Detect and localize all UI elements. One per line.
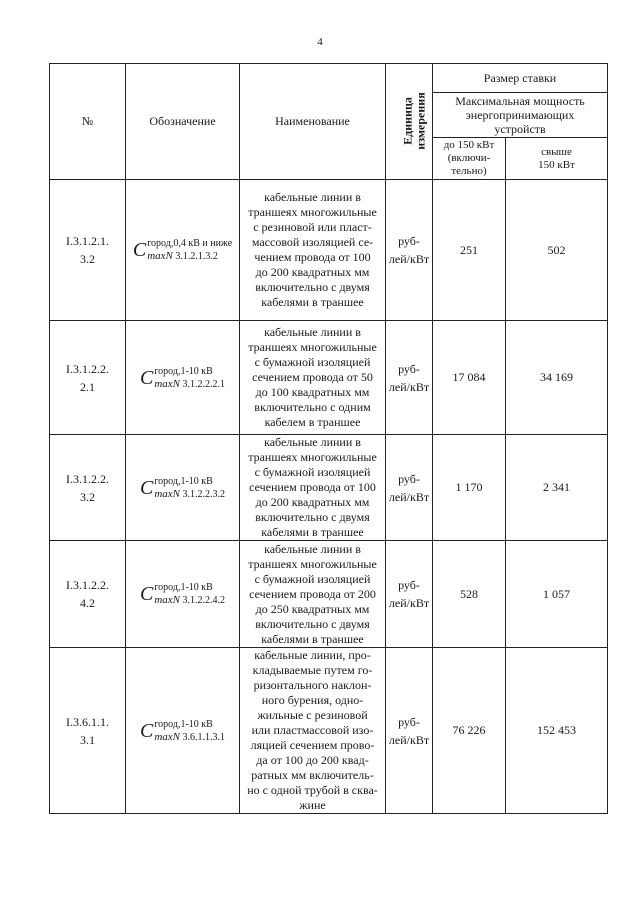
row-value-upto-150: 76 226 xyxy=(433,648,506,814)
row-unit-line1: руб- xyxy=(398,714,420,729)
row-name-line: кабельные линии в xyxy=(264,325,361,339)
row-name-line: включительно с одним xyxy=(254,400,371,414)
row-name-line: траншеях многожильные xyxy=(248,450,377,464)
row-name-line: ратных мм включитель- xyxy=(251,768,374,782)
row-value-upto-150: 17 084 xyxy=(433,321,506,435)
row-name-line: кабельные линии в xyxy=(264,541,361,556)
table-row xyxy=(50,648,608,814)
designation-symbol: C xyxy=(139,476,154,499)
row-designation xyxy=(126,321,240,435)
row-number-line2: 2.1 xyxy=(80,379,95,394)
row-value-upto-150: 251 xyxy=(433,180,506,321)
row-unit-line2: лей/кВт xyxy=(388,732,430,747)
row-name-line: кабелями в траншее xyxy=(261,295,364,309)
row-name-line: кабельные линии в xyxy=(264,190,361,204)
designation-superscript: город,1-10 кВ xyxy=(154,582,213,593)
header-name: Наименование xyxy=(240,64,386,180)
row-name-line: но с одной трубой в сква- xyxy=(247,783,378,797)
row-name-line: кабельные линии в xyxy=(264,435,361,449)
designation-formula xyxy=(140,581,225,607)
row-name xyxy=(240,648,386,814)
designation-subscript-code: 3.1.2.2.3.2 xyxy=(180,488,225,500)
row-number-line1: I.3.6.1.1. xyxy=(66,714,109,729)
row-unit-line1: руб- xyxy=(398,234,420,248)
row-number-line2: 3.2 xyxy=(80,489,95,504)
row-name-line: траншеях многожильные xyxy=(248,340,377,354)
row-name-line: включительно с двумя xyxy=(255,510,370,524)
row-name xyxy=(240,180,386,321)
header-over-150-line2: 150 кВт xyxy=(538,158,575,171)
row-name-line: кабелями в траншее xyxy=(261,525,364,539)
row-value-over-150: 1 057 xyxy=(506,541,608,648)
designation-symbol: C xyxy=(139,719,154,742)
row-unit xyxy=(386,180,433,321)
designation-formula xyxy=(140,718,225,744)
designation-subscript-code: 3.1.2.2.2.1 xyxy=(180,378,225,390)
row-name-line: ляцией сечением прово- xyxy=(250,738,375,752)
row-name-line: да от 100 до 200 квад- xyxy=(256,753,369,767)
header-over-150 xyxy=(506,138,608,180)
row-name xyxy=(240,321,386,435)
designation-subscript xyxy=(154,731,225,744)
row-number xyxy=(50,541,126,648)
row-number-line2: 3.1 xyxy=(80,732,95,747)
table-row xyxy=(50,180,608,321)
designation-symbol: C xyxy=(139,583,154,605)
row-unit-line2: лей/кВт xyxy=(388,489,430,504)
row-unit-line1: руб- xyxy=(398,361,420,376)
designation-subscript xyxy=(154,594,225,607)
row-unit-line2: лей/кВт xyxy=(388,252,430,266)
designation-symbol: C xyxy=(139,366,154,389)
row-name-line: с резиновой или пласт- xyxy=(253,220,372,234)
row-unit xyxy=(386,648,433,814)
row-number-line2: 3.2 xyxy=(80,252,95,266)
designation-subscript-code: 3.1.2.1.3.2 xyxy=(172,251,218,262)
row-name-line: или пластмассовой изо- xyxy=(251,723,374,737)
header-upto-150 xyxy=(433,138,506,180)
header-designation: Обозначение xyxy=(126,64,240,180)
designation-symbol: C xyxy=(132,239,147,261)
header-unit xyxy=(386,64,433,180)
header-upto-150-line2: (включи- xyxy=(447,152,491,164)
row-value-over-150: 152 453 xyxy=(506,648,608,814)
row-unit-line1: руб- xyxy=(398,578,420,592)
designation-superscript: город,1-10 кВ xyxy=(154,475,213,487)
designation-superscript: город,1-10 кВ xyxy=(154,365,213,377)
row-name-line: кабелем в траншее xyxy=(264,415,361,429)
row-unit xyxy=(386,541,433,648)
tariff-table xyxy=(49,63,608,814)
row-name xyxy=(240,541,386,648)
row-value-upto-150: 1 170 xyxy=(433,435,506,541)
header-number: № xyxy=(50,64,126,180)
row-name-line: до 250 квадратных мм xyxy=(255,601,370,616)
row-number xyxy=(50,435,126,541)
row-unit-line2: лей/кВт xyxy=(388,379,430,394)
row-name-line: ного бурения, одно- xyxy=(261,693,364,707)
row-name-line: сечением провода от 100 xyxy=(249,480,376,494)
row-name-line: до 100 квадратных мм xyxy=(255,385,370,399)
row-name-line: до 200 квадратных мм xyxy=(255,495,370,509)
row-designation xyxy=(126,180,240,321)
designation-subscript-code: 3.1.2.2.4.2 xyxy=(180,595,225,606)
designation-subscript-var: maxN xyxy=(147,250,173,262)
row-name-line: до 200 квадратных мм xyxy=(255,265,370,279)
table-row xyxy=(50,435,608,541)
row-number-line1: I.3.1.2.2. xyxy=(66,578,109,592)
header-unit-line1: Единица xyxy=(400,96,415,145)
row-name-line: кабелями в траншее xyxy=(261,631,364,646)
row-name-line: чением провода от 100 xyxy=(254,250,371,264)
designation-formula xyxy=(140,365,225,391)
page-number: 4 xyxy=(317,36,323,48)
row-number xyxy=(50,180,126,321)
row-value-upto-150: 528 xyxy=(433,541,506,648)
designation-subscript xyxy=(147,250,232,263)
row-number xyxy=(50,648,126,814)
row-designation xyxy=(126,648,240,814)
table-body xyxy=(50,180,608,814)
row-value-over-150: 2 341 xyxy=(506,435,608,541)
row-name-line: с бумажной изоляцией xyxy=(254,465,371,479)
row-name-line: кладываемые путем го- xyxy=(252,663,373,677)
row-value-over-150: 502 xyxy=(506,180,608,321)
row-number-line1: I.3.1.2.2. xyxy=(66,361,109,376)
row-name xyxy=(240,435,386,541)
row-name-line: жине xyxy=(299,798,326,812)
designation-subscript-var: maxN xyxy=(154,487,180,500)
row-name-line: сечением провода от 50 xyxy=(252,370,373,384)
designation-formula xyxy=(133,237,232,263)
designation-subscript xyxy=(154,378,225,391)
row-designation xyxy=(126,435,240,541)
row-value-over-150: 34 169 xyxy=(506,321,608,435)
row-name-line: кабельные линии, про- xyxy=(254,648,371,662)
header-rate: Размер ставки xyxy=(433,64,608,93)
designation-superscript: город,0,4 кВ и ниже xyxy=(147,238,233,249)
header-unit-text xyxy=(402,92,428,149)
row-number-line1: I.3.1.2.1. xyxy=(66,234,109,248)
header-unit-line2: измерения xyxy=(413,91,428,150)
designation-superscript: город,1-10 кВ xyxy=(154,718,213,730)
row-name-line: массовой изоляцией се- xyxy=(251,235,374,249)
row-unit-line2: лей/кВт xyxy=(388,596,430,610)
designation-subscript-var: maxN xyxy=(154,594,180,606)
row-name-line: жильные с резиновой xyxy=(257,708,368,722)
header-max-power: Максимальная мощность энергопринимающих устройств xyxy=(433,93,608,138)
table-header xyxy=(50,64,608,180)
designation-subscript xyxy=(154,488,225,501)
row-name-line: включительно с двумя xyxy=(255,616,370,631)
header-upto-150-line3: тельно) xyxy=(451,165,487,177)
row-unit-line1: руб- xyxy=(398,471,420,486)
row-name-line: траншеях многожильные xyxy=(248,556,377,571)
row-name-line: траншеях многожильные xyxy=(248,205,377,219)
header-upto-150-line1: до 150 кВт xyxy=(443,139,495,151)
row-name-line: ризонтального наклон- xyxy=(253,678,372,692)
row-number-line1: I.3.1.2.2. xyxy=(66,471,109,486)
row-number xyxy=(50,321,126,435)
table-row xyxy=(50,541,608,648)
row-name-line: сечением провода от 200 xyxy=(249,586,376,601)
row-number-line2: 4.2 xyxy=(80,596,95,610)
header-over-150-line1: свыше xyxy=(541,145,572,158)
row-name-line: с бумажной изоляцией xyxy=(254,571,371,586)
row-name-line: включительно с двумя xyxy=(255,280,370,294)
designation-subscript-var: maxN xyxy=(154,377,180,390)
table-row xyxy=(50,321,608,435)
row-name-line: с бумажной изоляцией xyxy=(254,355,371,369)
designation-subscript-code: 3.6.1.1.3.1 xyxy=(180,731,225,743)
row-unit xyxy=(386,435,433,541)
row-designation xyxy=(126,541,240,648)
row-unit xyxy=(386,321,433,435)
designation-subscript-var: maxN xyxy=(154,730,180,743)
designation-formula xyxy=(140,475,225,501)
